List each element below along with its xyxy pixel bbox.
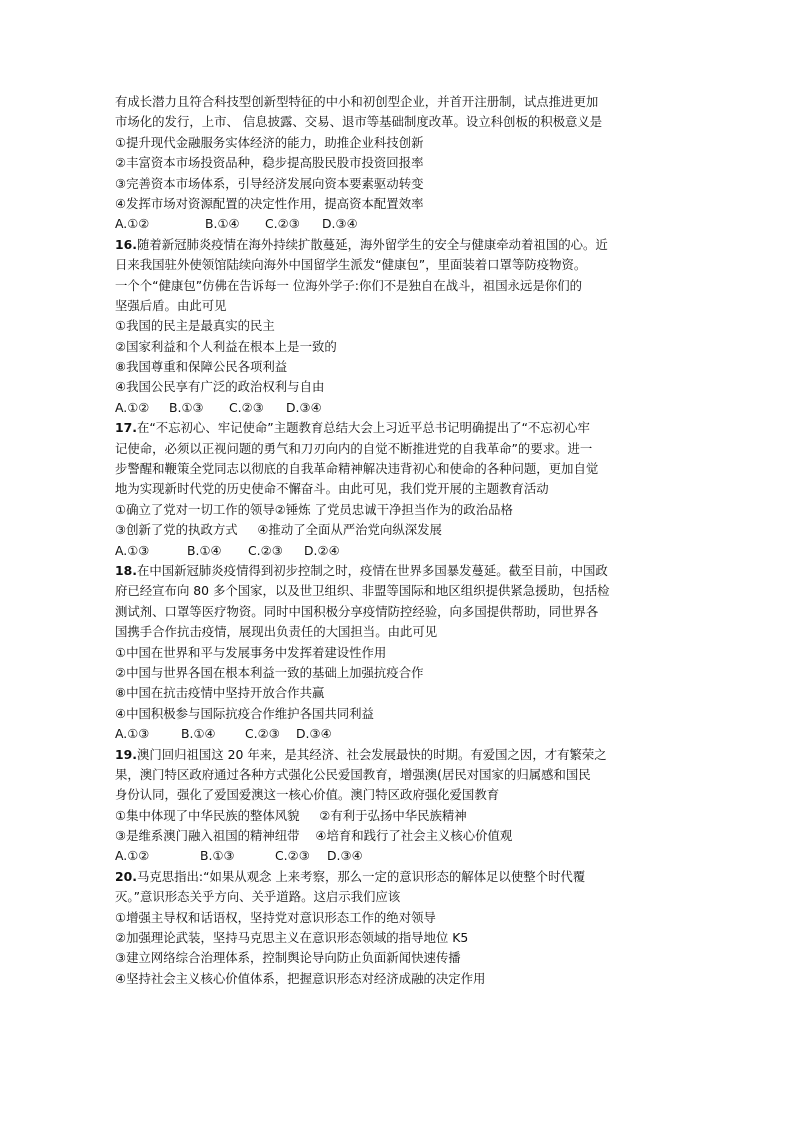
answer-choices xyxy=(115,214,675,234)
option-1: ①提升现代金融服务实体经济的能力，助推企业科技创新 xyxy=(115,134,424,150)
option-row-1: ①集中体现了中华民族的整体风貌 ②有利于弘扬中华民族精神 xyxy=(115,807,467,823)
question-20 xyxy=(115,867,675,989)
choice-b: B.①③ xyxy=(169,399,204,415)
choice-a: A.①② xyxy=(115,848,150,864)
question-number: 16. xyxy=(115,236,137,252)
stem-line: 身份认同，强化了爱国爱澳这一核心价值。澳门特区政府强化爱国教育 xyxy=(115,787,500,803)
option-1: ①中国在世界和平与发展事务中发挥着建设性作用 xyxy=(115,644,387,660)
choice-b: B.①④ xyxy=(187,542,222,558)
stem-line: 果，澳门特区政府通过各种方式强化公民爱国教育，增强澳(居民对国家的归属感和国民 xyxy=(115,766,591,782)
option-row-2: ③创新了党的执政方式 ④推动了全面从严治党向纵深发展 xyxy=(115,522,442,538)
stem-line: 一个个“健康包”仿佛在告诉每一 位海外学子:你们不是独自在战斗，祖国永远是你们的 xyxy=(115,277,583,293)
answer-choices xyxy=(115,541,675,561)
choice-d: D.③④ xyxy=(296,726,332,742)
stem-line: 国携手合作抗击疫情，展现出负责任的大国担当。由此可见 xyxy=(115,624,438,640)
stem-line: 市场化的发行，上市、 信息披露、交易、退市等基础制度改革。设立科创板的积极意义是 xyxy=(115,114,603,130)
question-number: 17. xyxy=(115,420,137,436)
choice-d: D.③④ xyxy=(322,216,358,232)
question-16 xyxy=(115,235,675,419)
option-4: ④我国公民享有广泛的政治权利与自由 xyxy=(115,379,325,395)
choice-c: C.②③ xyxy=(275,848,310,864)
option-3: ③建立网络综合治理体系，控制舆论导向防止负面新闻快速传播 xyxy=(115,950,461,966)
option-row-1: ①确立了党对一切工作的领导②锤炼 了党员忠诚干净担当作为的政治品格 xyxy=(115,501,513,517)
option-2: ②加强理论武装，坚持马克思主义在意识形态领域的指导地位 K5 xyxy=(115,930,469,946)
option-1: ①我国的民主是最真实的民主 xyxy=(115,318,275,334)
option-2: ②丰富资本市场投资品种，稳步提高股民股市投资回报率 xyxy=(115,155,424,171)
choice-a: A.①③ xyxy=(115,542,150,558)
option-4: ④发挥市场对资源配置的决定性作用，提高资本配置效率 xyxy=(115,195,424,211)
exam-page xyxy=(115,92,675,989)
choice-d: D.③④ xyxy=(327,848,363,864)
choice-c: C.②③ xyxy=(229,399,264,415)
stem-line: 18.在中国新冠肺炎疫情得到初步控制之时，疫情在世界多国暴发蔓延。截至目前，中国政 xyxy=(115,562,608,578)
stem-line: 府已经宣布向 80 多个国家，以及世卫组织、非盟等国际和地区组织提供紧急援助，包括检 xyxy=(115,583,610,599)
answer-choices xyxy=(115,846,675,866)
question-number: 18. xyxy=(115,562,137,578)
option-row-2: ③是维系澳门融入祖国的精神纽带 ④培育和践行了社会主义核心价值观 xyxy=(115,828,513,844)
option-1: ①增强主导权和话语权，坚持党对意识形态工作的绝对领导 xyxy=(115,909,436,925)
stem-line: 19.澳门回归祖国这 20 年来，是其经济、社会发展最快的时期。有爱国之因，才有繁荣之 xyxy=(115,746,607,762)
question-18 xyxy=(115,561,675,745)
option-3: ⑧中国在抗击疫情中坚持开放合作共赢 xyxy=(115,685,325,701)
choice-b: B.①④ xyxy=(205,216,240,232)
choice-d: D.③④ xyxy=(286,399,322,415)
stem-line: 17.在“不忘初心、牢记使命”主题教育总结大会上习近平总书记明确提出了“不忘初心牢 xyxy=(115,420,590,436)
option-3: ③完善资本市场体系，引导经济发展向资本要素驱动转变 xyxy=(115,175,424,191)
choice-c: C.②③ xyxy=(245,726,280,742)
question-number: 19. xyxy=(115,746,137,762)
question-17 xyxy=(115,418,675,561)
stem-line: 测试剂、口罩等医疗物资。同时中国积极分享疫情防控经验，向多国提供帮助，同世界各 xyxy=(115,603,599,619)
choice-c: C.②③ xyxy=(265,216,300,232)
stem-line: 记使命，必须以正视问题的勇气和刀刃向内的自觉不断推进党的自我革命”的要求。进一 xyxy=(115,440,593,456)
stem-line: 日来我国驻外使领馆陆续向海外中国留学生派发“健康包”，里面装着口罩等防疫物资。 xyxy=(115,257,587,273)
stem-line: 地为实现新时代党的历史使命不懈奋斗。由此可见，我们党开展的主题教育活动 xyxy=(115,481,549,497)
answer-choices xyxy=(115,724,675,744)
choice-d: D.②④ xyxy=(304,542,340,558)
stem-line: 灭。”意识形态关乎方向、关乎道路。这启示我们应该 xyxy=(115,889,401,905)
option-2: ②国家利益和个人利益在根本上是一致的 xyxy=(115,338,337,354)
choice-a: A.①② xyxy=(115,399,150,415)
stem-line: 20.马克思指出:“如果从观念 上来考察，那么一定的意识形态的解体足以使整个时代覆 xyxy=(115,868,586,884)
question-19 xyxy=(115,745,675,867)
choice-a: A.①② xyxy=(115,216,150,232)
choice-b: B.①③ xyxy=(200,848,235,864)
option-3: ⑧我国尊重和保障公民各项利益 xyxy=(115,359,288,375)
stem-line: 步警醒和鞭策全党同志以彻底的自我革命精神解决违背初心和使命的各种问题，更加自觉 xyxy=(115,461,599,477)
stem-line: 16.随着新冠肺炎疫情在海外持续扩散蔓延，海外留学生的安全与健康牵动着祖国的心。近 xyxy=(115,236,608,252)
option-4: ④坚持社会主义核心价值体系，把握意识形态对经济成融的决定作用 xyxy=(115,970,486,986)
stem-line: 有成长潜力且符合科技型创新型特征的中小和初创型企业，并首开注册制，试点推进更加 xyxy=(115,94,599,109)
option-2: ②中国与世界各国在根本利益一致的基础上加强抗疫合作 xyxy=(115,664,424,680)
choice-a: A.①③ xyxy=(115,726,150,742)
stem-line: 坚强后盾。由此可见 xyxy=(115,297,227,313)
option-4: ④中国积极参与国际抗疫合作维护各国共同利益 xyxy=(115,705,374,721)
choice-c: C.②③ xyxy=(248,542,283,558)
answer-choices xyxy=(115,398,675,418)
question-number: 20. xyxy=(115,868,137,884)
question-15 xyxy=(115,92,675,235)
choice-b: B.①④ xyxy=(181,726,216,742)
